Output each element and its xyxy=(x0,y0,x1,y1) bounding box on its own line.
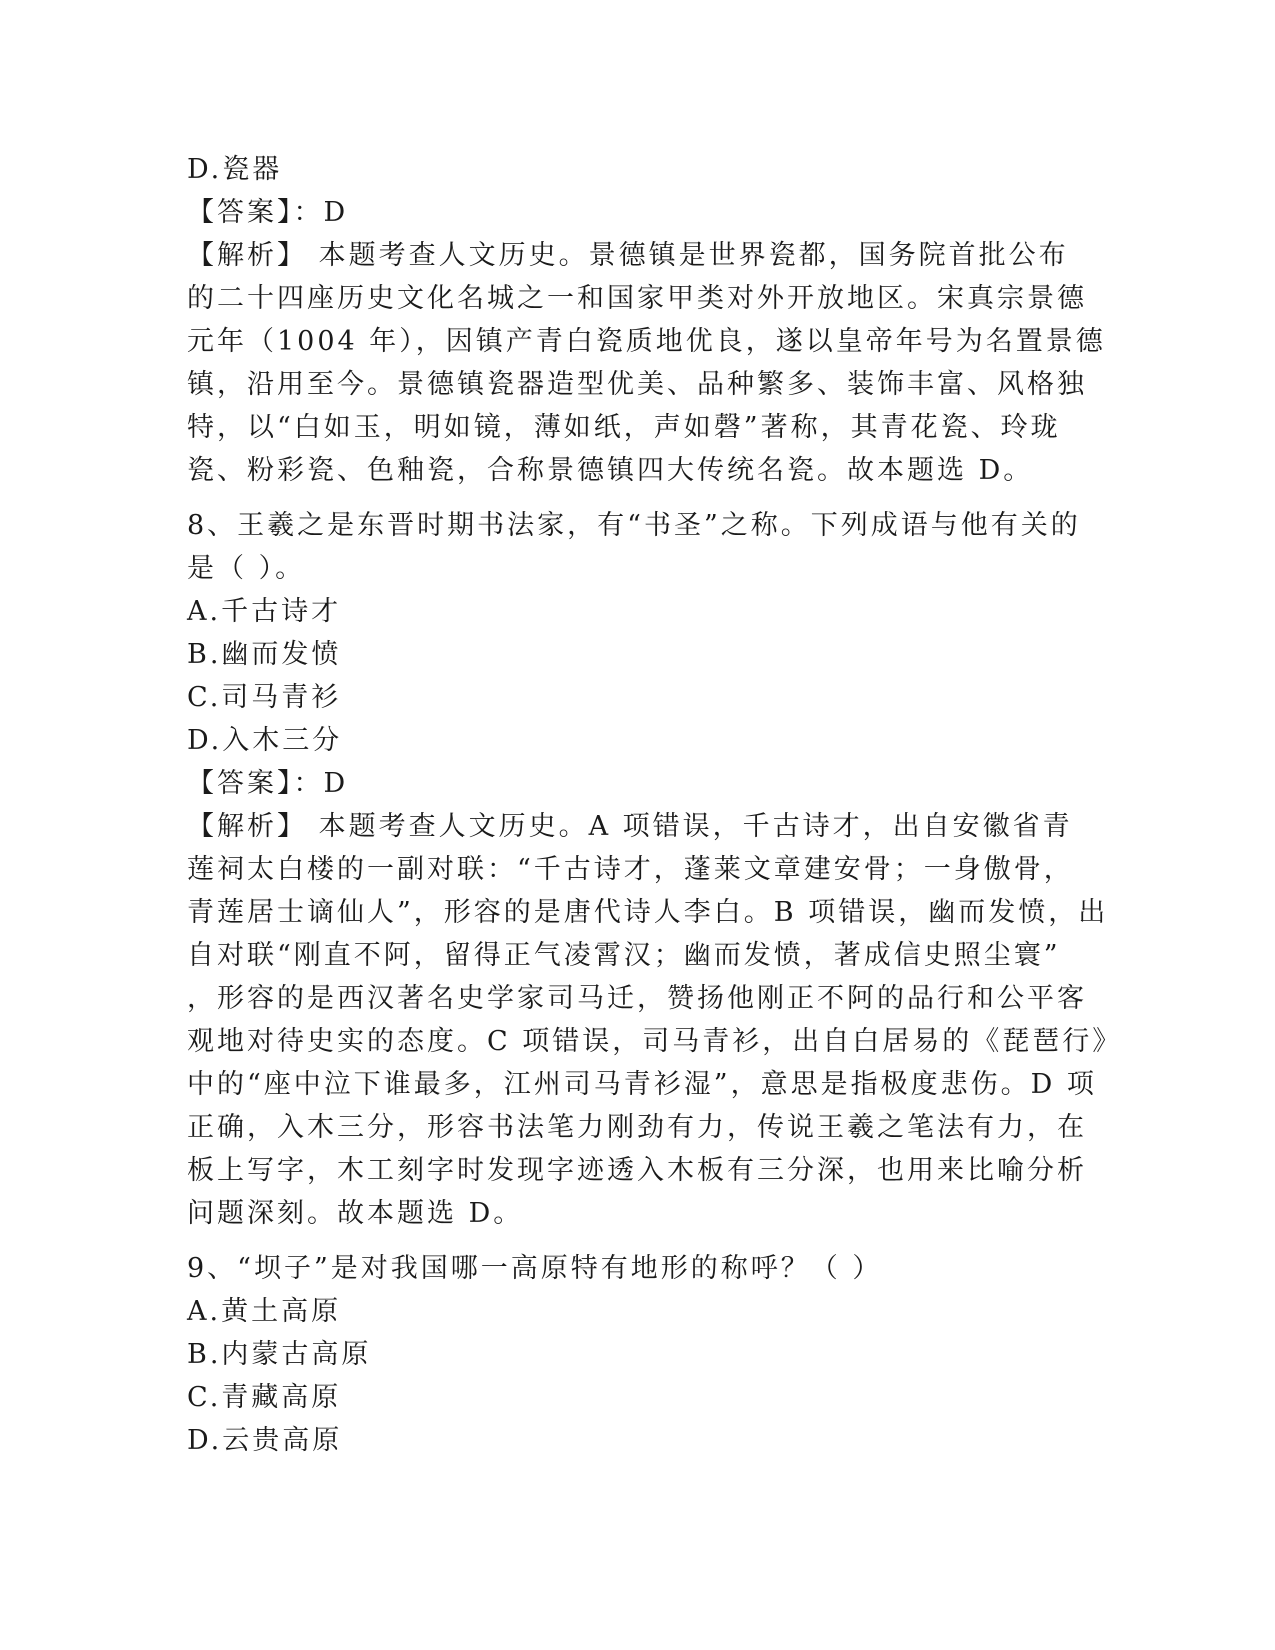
q9-option-a: A.黄土高原 xyxy=(187,1296,342,1327)
q7-answer: 【答案】：D xyxy=(187,197,349,228)
q8-question-line: 8、王羲之是东晋时期书法家，有“书圣”之称。下列成语与他有关的 xyxy=(187,510,1081,541)
q9-option-c: C.青藏高原 xyxy=(187,1382,342,1413)
q8-explanation-line: 莲祠太白楼的一副对联：“千古诗才，蓬莱文章建安骨；一身傲骨， xyxy=(187,854,1074,885)
q7-explanation-line: 【解析】 本题考查人文历史。景德镇是世界瓷都，国务院首批公布 xyxy=(187,240,1069,271)
section-gap xyxy=(187,1235,1087,1247)
q8-explanation-line: 【解析】 本题考查人文历史。A 项错误，千古诗才，出自安徽省青 xyxy=(187,811,1073,842)
q8-option-c: C.司马青衫 xyxy=(187,682,342,713)
section-gap xyxy=(187,492,1087,504)
q8-option-b: B.幽而发愤 xyxy=(187,639,342,670)
q7-explanation-line: 镇，沿用至今。景德镇瓷器造型优美、品种繁多、装饰丰富、风格独 xyxy=(187,369,1087,400)
q8-option-d: D.入木三分 xyxy=(187,725,343,756)
page-content xyxy=(187,148,1123,1462)
q8-explanation-line: 中的“座中泣下谁最多，江州司马青衫湿”，意思是指极度悲伤。D 项 xyxy=(187,1069,1097,1100)
q8-question-line: 是（ ）。 xyxy=(187,553,306,584)
q7-option-d: D.瓷器 xyxy=(187,154,283,185)
q8-explanation-line: 观地对待史实的态度。C 项错误，司马青衫，出自白居易的《琵琶行》 xyxy=(187,1026,1123,1057)
q8-explanation-line: 青莲居士谪仙人”，形容的是唐代诗人李白。B 项错误，幽而发愤，出 xyxy=(187,897,1109,928)
q9-option-d: D.云贵高原 xyxy=(187,1425,343,1456)
q8-explanation-line: 自对联“刚直不阿，留得正气凌霄汉；幽而发愤，著成信史照尘寰” xyxy=(187,940,1061,971)
q7-explanation-line: 元年（1004 年），因镇产青白瓷质地优良，遂以皇帝年号为名置景德 xyxy=(187,326,1106,357)
q8-option-a: A.千古诗才 xyxy=(187,596,342,627)
q7-explanation-line: 的二十四座历史文化名城之一和国家甲类对外开放地区。宋真宗景德 xyxy=(187,283,1087,314)
q9-question-line: 9、“坝子”是对我国哪一高原特有地形的称呼？（ ） xyxy=(187,1253,883,1284)
q8-explanation-line: 问题深刻。故本题选 D。 xyxy=(187,1198,524,1229)
q7-explanation-line: 特，以“白如玉，明如镜，薄如纸，声如磬”著称，其青花瓷、玲珑 xyxy=(187,412,1061,443)
q8-explanation-line: 正确，入木三分，形容书法笔力刚劲有力，传说王羲之笔法有力，在 xyxy=(187,1112,1087,1143)
q8-explanation-line: ，形容的是西汉著名史学家司马迁，赞扬他刚正不阿的品行和公平客 xyxy=(187,983,1087,1014)
q8-explanation-line: 板上写字，木工刻字时发现字迹透入木板有三分深，也用来比喻分析 xyxy=(187,1155,1087,1186)
q7-explanation-line: 瓷、粉彩瓷、色釉瓷，合称景德镇四大传统名瓷。故本题选 D。 xyxy=(187,455,1034,486)
q8-answer: 【答案】：D xyxy=(187,768,349,799)
q9-option-b: B.内蒙古高原 xyxy=(187,1339,372,1370)
